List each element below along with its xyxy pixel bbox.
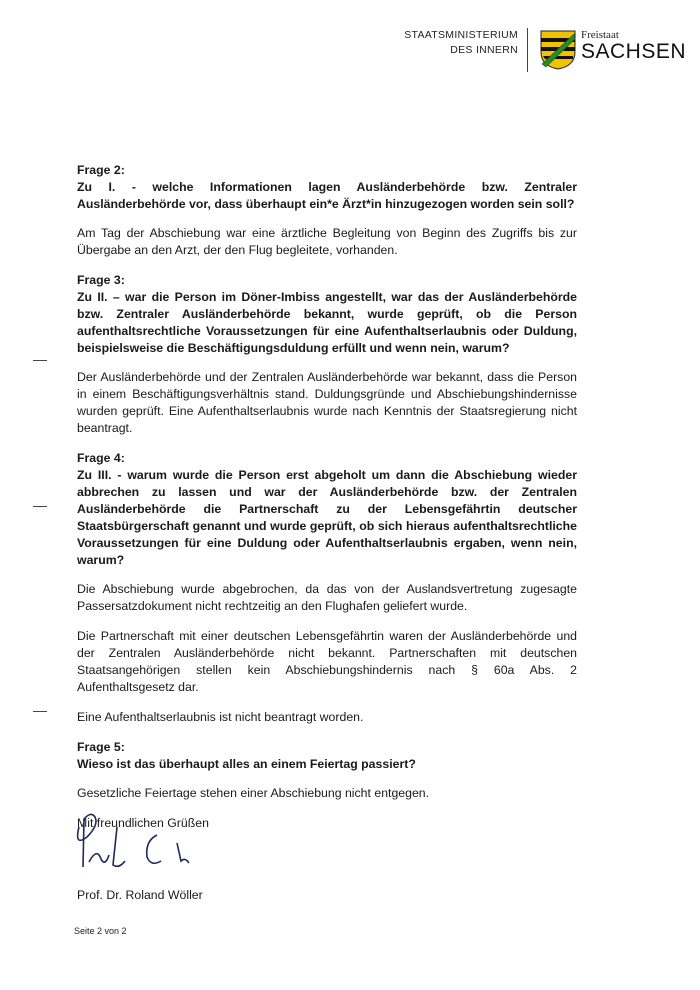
question-text: Wieso ist das überhaupt alles an einem Feiertag passiert? [77, 757, 416, 771]
question-block [77, 739, 577, 773]
saxony-crest-icon [540, 30, 576, 70]
question-text: Zu III. - warum wurde die Person erst abgeholt um dann die Abschiebung wieder abbrechen zu lassen und war der Ausländerbehörde bzw. der Zentralen Ausländerbehörde die Partnerschaft zu der Lebensgefährtin deutscher Staatsbürgerschaft genannt und wurde geprüft, ob sich hieraus aufenthaltsrechtliche Voraussetzungen für eine Duldung oder Aufenthaltserlaubnis ergaben, wenn nein, warum? [77, 468, 577, 567]
answer-paragraph: Gesetzliche Feiertage stehen einer Abschiebung nicht entgegen. [77, 786, 430, 800]
question-label: Frage 3: [77, 273, 125, 287]
fold-mark [33, 711, 47, 712]
signature-block [77, 815, 577, 887]
answer-paragraph: Der Ausländerbehörde und der Zentralen Ausländerbehörde war bekannt, dass die Person in einem Beschäftigungsverhältnis stand. Duldungsgründe und Abschiebungshindernisse wurden geprüft. Eine Aufenthaltserlaubnis wurde nach Kenntnis der Staatsregierung nicht beantragt. [77, 370, 577, 435]
question-text: Zu II. – war die Person im Döner-Imbiss angestellt, war das der Ausländerbehörde bzw. Zentraler Ausländerbehörde bekannt, wurde geprüft, ob die Person aufenthaltsrechtliche Voraussetzungen für eine Aufenthaltserlaubnis oder Duldung, beispielsweise die Beschäftigungsduldung erfüllt und wenn nein, warum? [77, 290, 577, 355]
ministry-name [404, 28, 518, 58]
question-label: Frage 2: [77, 163, 125, 177]
question-label: Frage 5: [77, 740, 125, 754]
ministry-line-1: STAATSMINISTERIUM [404, 29, 518, 41]
page-number: Seite 2 von 2 [74, 926, 127, 936]
question-block [77, 450, 577, 569]
state-name-large: SACHSEN [581, 40, 687, 63]
question-block [77, 162, 577, 213]
answer-paragraph: Eine Aufenthaltserlaubnis ist nicht beantragt worden. [77, 710, 364, 724]
state-name-small: Freistaat [581, 29, 619, 41]
handwritten-signature-icon [69, 807, 229, 887]
header-divider [527, 28, 528, 72]
question-text: Zu I. - welche Informationen lagen Ausländerbehörde bzw. Zentraler Ausländerbehörde vor, dass überhaupt ein*e Ärzt*in hinzugezogen worden sein soll? [77, 180, 577, 211]
answer-paragraph: Am Tag der Abschiebung war eine ärztliche Begleitung von Beginn des Zugriffs bis zur Übergabe an den Arzt, der den Flug begleitete, vorhanden. [77, 226, 577, 257]
question-label: Frage 4: [77, 451, 125, 465]
fold-mark [33, 360, 47, 361]
letterhead [400, 28, 690, 78]
answer-paragraph: Die Abschiebung wurde abgebrochen, da das von der Auslandsvertretung zugesagte Passersatzdokument nicht rechtzeitig an den Flughafen geliefert wurde. [77, 582, 577, 613]
fold-mark [33, 506, 47, 507]
letter-body [77, 162, 577, 904]
answer-paragraph: Die Partnerschaft mit einer deutschen Lebensgefährtin waren der Ausländerbehörde und der Zentralen Ausländerbehörde nicht bekannt. Partnerschaften mit deutschen Staatsangehörigen stellen kein Abschiebungshindernis nach § 60a Abs. 2 Aufenthaltsgesetz dar. [77, 629, 577, 694]
question-block [77, 272, 577, 357]
closing-phrase: Mit freundlichen Grüßen [77, 816, 209, 830]
signer-name: Prof. Dr. Roland Wöller [77, 888, 203, 902]
ministry-line-2: DES INNERN [450, 44, 518, 56]
